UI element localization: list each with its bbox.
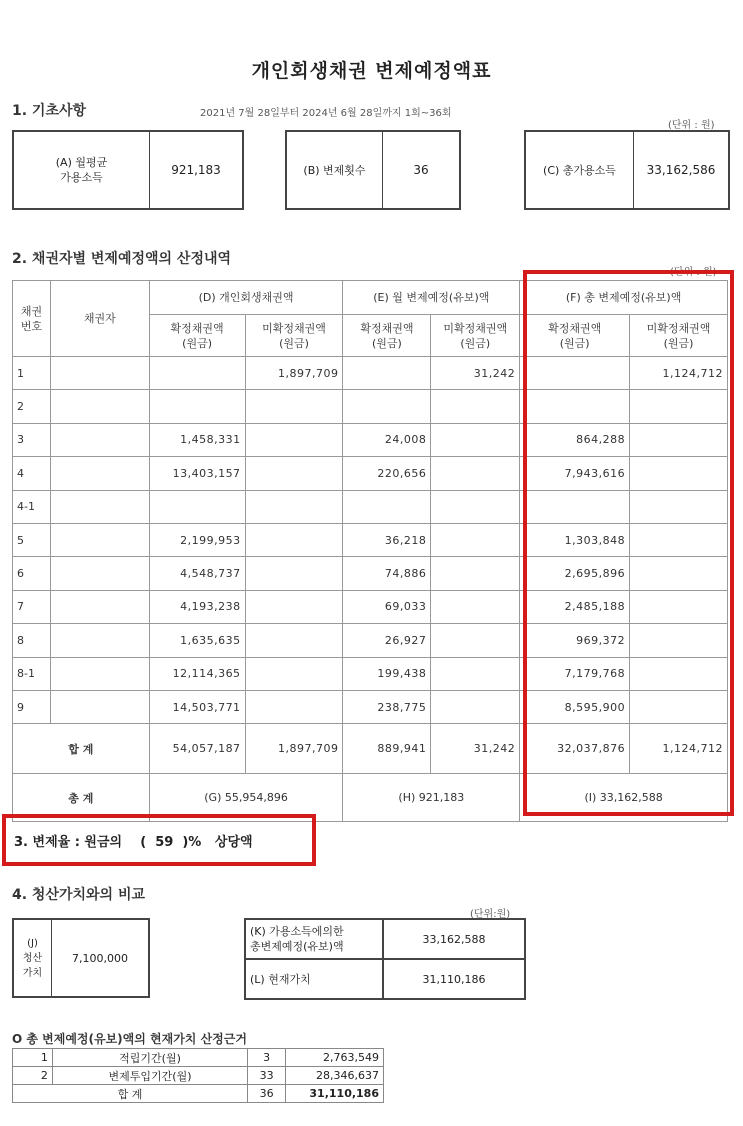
box-total-income — [524, 130, 730, 210]
row-e-unconfirmed — [431, 490, 520, 523]
box-l-label: (L) 현재가치 — [245, 959, 383, 999]
header-d: (D) 개인회생채권액 — [149, 281, 343, 315]
header-e-confirmed: 확정채권액 (원금) — [343, 315, 431, 357]
row-e-unconfirmed — [431, 690, 520, 723]
pv-total-label: 합 계 — [13, 1085, 248, 1103]
page-title: 개인회생채권 변제예정액표 — [251, 60, 492, 82]
row-d-confirmed — [149, 357, 245, 390]
row-d-unconfirmed — [245, 523, 343, 556]
row-e-confirmed: 74,886 — [343, 557, 431, 590]
box-l-value: 31,110,186 — [383, 959, 525, 999]
row-f-confirmed: 1,303,848 — [520, 523, 630, 556]
header-f-unconfirmed: 미확정채권액 (원금) — [630, 315, 728, 357]
subtotal-d-confirmed: 54,057,187 — [149, 724, 245, 774]
header-e-unconfirmed: 미확정채권액 (원금) — [431, 315, 520, 357]
box-monthly-income — [12, 130, 244, 210]
row-e-confirmed: 26,927 — [343, 624, 431, 657]
row-e-confirmed: 36,218 — [343, 523, 431, 556]
section1-unit: (단위 : 원) — [668, 120, 715, 131]
row-no: 4-1 — [13, 490, 51, 523]
row-d-confirmed — [149, 490, 245, 523]
row-f-confirmed: 7,943,616 — [520, 457, 630, 490]
row-e-confirmed — [343, 390, 431, 423]
pv-row-no: 1 — [13, 1049, 53, 1067]
row-d-unconfirmed — [245, 557, 343, 590]
row-no: 4 — [13, 457, 51, 490]
pv-row-label: 변제투입기간(월) — [52, 1067, 247, 1085]
row-creditor — [50, 657, 149, 690]
row-d-unconfirmed — [245, 390, 343, 423]
row-d-confirmed: 4,548,737 — [149, 557, 245, 590]
row-creditor — [50, 523, 149, 556]
row-d-unconfirmed: 1,897,709 — [245, 357, 343, 390]
row-d-unconfirmed — [245, 490, 343, 523]
subtotal-f-unconfirmed: 1,124,712 — [630, 724, 728, 774]
header-f: (F) 총 변제예정(유보)액 — [520, 281, 728, 315]
row-d-confirmed — [149, 390, 245, 423]
row-d-confirmed: 4,193,238 — [149, 590, 245, 623]
box-j-label: (J) 청산 가치 — [14, 920, 52, 996]
pv-heading: O 총 변제예정(유보)액의 현재가치 산정근거 — [12, 1032, 247, 1046]
row-d-confirmed: 2,199,953 — [149, 523, 245, 556]
header-f-confirmed: 확정채권액 (원금) — [520, 315, 630, 357]
pv-total-amount: 31,110,186 — [286, 1085, 384, 1103]
section2-heading: 2. 채권자별 변제예정액의 산정내역 — [12, 251, 232, 267]
pv-total-row — [13, 1085, 384, 1103]
row-d-confirmed: 1,635,635 — [149, 624, 245, 657]
subtotal-label: 합 계 — [13, 724, 150, 774]
row-creditor — [50, 423, 149, 456]
row-d-confirmed: 13,403,157 — [149, 457, 245, 490]
box-c-value: 33,162,586 — [646, 163, 716, 177]
section2-unit: (단위 : 원) — [670, 267, 717, 278]
row-creditor — [50, 357, 149, 390]
row-creditor — [50, 390, 149, 423]
row-no: 5 — [13, 523, 51, 556]
table-row — [13, 1067, 384, 1085]
pv-row-months: 33 — [248, 1067, 286, 1085]
row-e-unconfirmed — [431, 390, 520, 423]
row-f-confirmed: 7,179,768 — [520, 657, 630, 690]
row-no: 8-1 — [13, 657, 51, 690]
total-label: 총 계 — [13, 774, 150, 822]
box-a-label: (A) 월평균 가용소득 — [14, 132, 150, 208]
header-d-unconfirmed: 미확정채권액 (원금) — [245, 315, 343, 357]
total-h: (H) 921,183 — [343, 774, 520, 822]
row-e-unconfirmed — [431, 523, 520, 556]
pv-row-amount: 28,346,637 — [286, 1067, 384, 1085]
row-e-unconfirmed — [431, 657, 520, 690]
row-creditor — [50, 557, 149, 590]
header-e: (E) 월 변제예정(유보)액 — [343, 281, 520, 315]
box-b-value: 36 — [413, 163, 429, 177]
row-f-confirmed: 8,595,900 — [520, 690, 630, 723]
row-e-unconfirmed — [431, 457, 520, 490]
row-no: 1 — [13, 357, 51, 390]
repayment-rate-text: 3. 변제율 : 원금의 ( 59 )% 상당액 — [14, 835, 253, 850]
highlight-frame-f — [523, 270, 734, 816]
box-liquidation-value — [12, 918, 150, 998]
row-no: 3 — [13, 423, 51, 456]
row-d-unconfirmed — [245, 624, 343, 657]
row-d-unconfirmed — [245, 657, 343, 690]
row-no: 9 — [13, 690, 51, 723]
section1-heading: 1. 기초사항 — [12, 103, 87, 119]
row-e-unconfirmed — [431, 590, 520, 623]
box-b-label: (B) 변제횟수 — [287, 132, 383, 208]
row-d-unconfirmed — [245, 690, 343, 723]
row-e-confirmed — [343, 490, 431, 523]
box-c-label: (C) 총가용소득 — [526, 132, 634, 208]
subtotal-e-unconfirmed: 31,242 — [431, 724, 520, 774]
period-text: 2021년 7월 28일부터 2024년 6월 28일까지 1회~36회 — [200, 108, 452, 119]
row-creditor — [50, 590, 149, 623]
box-payment-count — [285, 130, 461, 210]
row-creditor — [50, 490, 149, 523]
row-e-confirmed: 69,033 — [343, 590, 431, 623]
row-no: 7 — [13, 590, 51, 623]
pv-row-amount: 2,763,549 — [286, 1049, 384, 1067]
row-e-confirmed: 220,656 — [343, 457, 431, 490]
subtotal-d-unconfirmed: 1,897,709 — [245, 724, 343, 774]
box-k-label: (K) 가용소득에의한 총변제예정(유보)액 — [245, 919, 383, 959]
row-f-unconfirmed: 1,124,712 — [630, 357, 728, 390]
subtotal-e-confirmed: 889,941 — [343, 724, 431, 774]
row-f-confirmed: 969,372 — [520, 624, 630, 657]
comparison-table — [244, 918, 526, 1000]
row-f-confirmed: 2,485,188 — [520, 590, 630, 623]
row-d-unconfirmed — [245, 590, 343, 623]
section4-heading: 4. 청산가치와의 비교 — [12, 887, 145, 903]
pv-row-label: 적립기간(월) — [52, 1049, 247, 1067]
section4-unit: (단위:원) — [470, 909, 511, 920]
row-e-unconfirmed — [431, 557, 520, 590]
row-creditor — [50, 457, 149, 490]
row-e-unconfirmed — [431, 624, 520, 657]
row-no: 8 — [13, 624, 51, 657]
total-g: (G) 55,954,896 — [149, 774, 343, 822]
row-no: 2 — [13, 390, 51, 423]
row-d-confirmed: 14,503,771 — [149, 690, 245, 723]
row-d-confirmed: 1,458,331 — [149, 423, 245, 456]
row-d-unconfirmed — [245, 457, 343, 490]
box-k-value: 33,162,588 — [383, 919, 525, 959]
row-e-confirmed: 199,438 — [343, 657, 431, 690]
pv-total-months: 36 — [248, 1085, 286, 1103]
row-e-confirmed — [343, 357, 431, 390]
row-d-confirmed: 12,114,365 — [149, 657, 245, 690]
row-no: 6 — [13, 557, 51, 590]
row-e-confirmed: 24,008 — [343, 423, 431, 456]
row-d-unconfirmed — [245, 423, 343, 456]
row-e-unconfirmed — [431, 423, 520, 456]
header-no: 채권 번호 — [13, 281, 51, 357]
header-creditor: 채권자 — [50, 281, 149, 357]
pv-row-months: 3 — [248, 1049, 286, 1067]
row-e-unconfirmed: 31,242 — [431, 357, 520, 390]
total-i: (I) 33,162,588 — [520, 774, 728, 822]
row-f-confirmed: 864,288 — [520, 423, 630, 456]
box-j-value: 7,100,000 — [72, 951, 128, 965]
row-creditor — [50, 690, 149, 723]
table-row — [13, 1049, 384, 1067]
subtotal-f-confirmed: 32,037,876 — [520, 724, 630, 774]
row-e-confirmed: 238,775 — [343, 690, 431, 723]
box-a-value: 921,183 — [171, 163, 221, 177]
pv-table — [12, 1048, 384, 1103]
header-d-confirmed: 확정채권액 (원금) — [149, 315, 245, 357]
row-creditor — [50, 624, 149, 657]
row-f-confirmed: 2,695,896 — [520, 557, 630, 590]
pv-row-no: 2 — [13, 1067, 53, 1085]
